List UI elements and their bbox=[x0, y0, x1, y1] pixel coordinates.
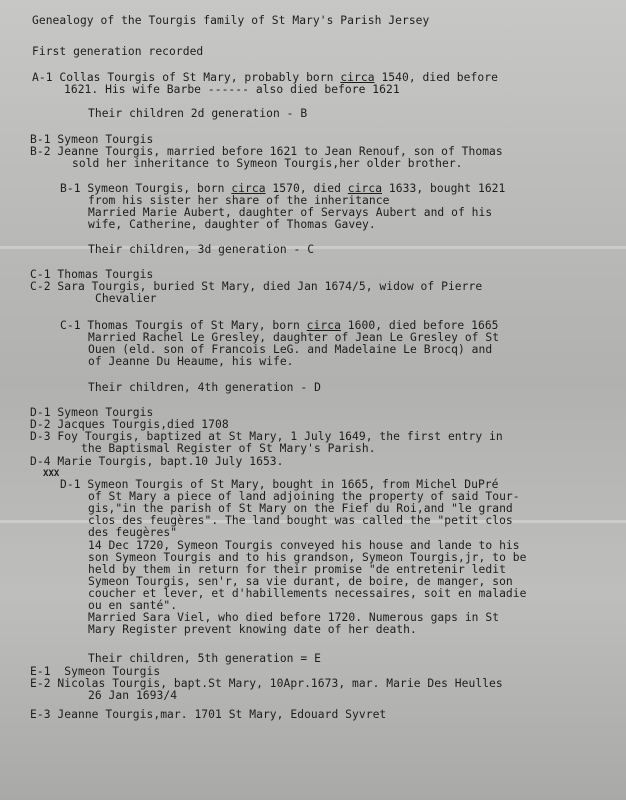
entry-text: Symeon Tourgis of St Mary, bought in 1665, from Michel DuPré bbox=[87, 478, 499, 491]
detail-b1-line: from his sister her share of the inheritance bbox=[88, 194, 390, 207]
entry-c2-cont: Chevalier bbox=[95, 292, 157, 305]
generation-heading-4: Their children, 4th generation - D bbox=[88, 381, 321, 394]
entry-a1-cont: 1621. His wife Barbe ------ also died before 1621 bbox=[64, 83, 400, 96]
entry-text: 1570, died bbox=[265, 182, 348, 195]
entry-text: Thomas Tourgis of St Mary, born bbox=[87, 319, 307, 332]
entry-text: Symeon Tourgis bbox=[57, 133, 154, 146]
detail-d1-line: of St Mary a piece of land adjoining the property of said Tour- bbox=[88, 490, 520, 503]
detail-b1-line: Married Marie Aubert, daughter of Servays Aubert and of his bbox=[88, 206, 493, 219]
entry-text: Thomas Tourgis bbox=[57, 268, 154, 281]
generation-heading-2: Their children 2d generation - B bbox=[88, 107, 308, 120]
detail-d1-line: des feugères" bbox=[88, 526, 178, 539]
detail-d1-line: ou en santé". bbox=[88, 599, 178, 612]
entry-id: C-1 bbox=[60, 319, 81, 332]
entry-text: Symeon Tourgis, born bbox=[87, 182, 232, 195]
entry-text: Symeon Tourgis bbox=[57, 406, 154, 419]
entry-id: D-2 bbox=[30, 418, 51, 431]
generation-heading-5: Their children, 5th generation = E bbox=[88, 652, 321, 665]
entry-text: Jacques Tourgis,died 1708 bbox=[57, 418, 229, 431]
entry-id: E-2 bbox=[30, 677, 51, 690]
generation-heading-3: Their children, 3d generation - C bbox=[88, 243, 315, 256]
first-generation-label: First generation recorded bbox=[32, 45, 204, 58]
entry-id: B-1 bbox=[30, 133, 51, 146]
entry-id: C-2 bbox=[30, 280, 51, 293]
entry-text: 1633, bought 1621 bbox=[382, 182, 506, 195]
entry-d3-cont: the Baptismal Register of St Mary's Parish. bbox=[81, 442, 376, 455]
detail-d1-line: 14 Dec 1720, Symeon Tourgis conveyed his house and lande to his bbox=[88, 539, 520, 552]
margin-mark: XXX bbox=[43, 469, 60, 479]
entry-text: Jeanne Tourgis, married before 1621 to Jean Renouf, son of Thomas bbox=[57, 145, 503, 158]
detail-c1-line: Ouen (eld. son of Francois LeG. and Madelaine Le Brocq) and bbox=[88, 343, 493, 356]
entry-id: C-1 bbox=[30, 268, 51, 281]
detail-d1-line: held by them in return for their promise "de entretenir ledit bbox=[88, 563, 506, 576]
circa-underlined: circa bbox=[306, 319, 341, 332]
entry-id: D-4 bbox=[30, 455, 51, 468]
entry-text: Jeanne Tourgis,mar. 1701 St Mary, Edouard Syvret bbox=[57, 708, 387, 721]
circa-underlined: circa bbox=[340, 71, 375, 84]
detail-d1-line: son Symeon Tourgis and to his grandson, Symeon Tourgis,jr, to be bbox=[88, 551, 527, 564]
entry-id: B-2 bbox=[30, 145, 51, 158]
detail-c1-line: Married Rachel Le Gresley, daughter of Jean Le Gresley of St bbox=[88, 331, 500, 344]
entry-id: D-1 bbox=[30, 406, 51, 419]
entry-id: A-1 bbox=[32, 71, 53, 84]
entry-id: E-3 bbox=[30, 708, 51, 721]
detail-b1-line: wife, Catherine, daughter of Thomas Gavey. bbox=[88, 218, 376, 231]
entry-id: D-3 bbox=[30, 430, 51, 443]
entry-d4 bbox=[30, 456, 284, 468]
entry-text: Marie Tourgis, bapt.10 July 1653. bbox=[57, 455, 284, 468]
entry-text: 1540, died before bbox=[374, 71, 498, 84]
entry-id: D-1 bbox=[60, 478, 81, 491]
detail-d1-line: Symeon Tourgis, sen'r, sa vie durant, de boire, de manger, son bbox=[88, 575, 513, 588]
circa-underlined: circa bbox=[231, 182, 266, 195]
detail-d1-line: Mary Register prevent knowing date of her death. bbox=[88, 623, 417, 636]
entry-e3 bbox=[30, 709, 386, 721]
entry-id: E-1 bbox=[30, 665, 51, 678]
entry-text: Symeon Tourgis bbox=[64, 665, 161, 678]
detail-d1-line: coucher et lever, et d'habillements necessaires, soit en maladie bbox=[88, 587, 527, 600]
entry-b2-cont: sold her inheritance to Symeon Tourgis,her older brother. bbox=[72, 157, 463, 170]
entry-text: Foy Tourgis, baptized at St Mary, 1 July 1649, the first entry in bbox=[57, 430, 503, 443]
circa-underlined: circa bbox=[347, 182, 383, 195]
entry-text: Nicolas Tourgis, bapt.St Mary, 10Apr.1673, mar. Marie Des Heulles bbox=[57, 677, 503, 690]
entry-e2-cont: 26 Jan 1693/4 bbox=[88, 689, 178, 702]
entry-text: Sara Tourgis, buried St Mary, died Jan 1674/5, widow of Pierre bbox=[57, 280, 483, 293]
detail-d1-line: clos des feugères". The land bought was called the "petit clos bbox=[88, 514, 513, 527]
entry-text: Collas Tourgis of St Mary, probably born bbox=[59, 71, 341, 84]
detail-d1-line: Married Sara Viel, who died before 1720. Numerous gaps in St bbox=[88, 611, 500, 624]
detail-c1-line: of Jeanne Du Heaume, his wife. bbox=[88, 355, 294, 368]
entry-text: 1600, died before 1665 bbox=[340, 319, 499, 332]
entry-id: B-1 bbox=[60, 182, 81, 195]
document-title: Genealogy of the Tourgis family of St Mary's Parish Jersey bbox=[32, 14, 430, 27]
detail-d1-line: gis,"in the parish of St Mary on the Fief du Roi,and "le grand bbox=[88, 502, 513, 515]
